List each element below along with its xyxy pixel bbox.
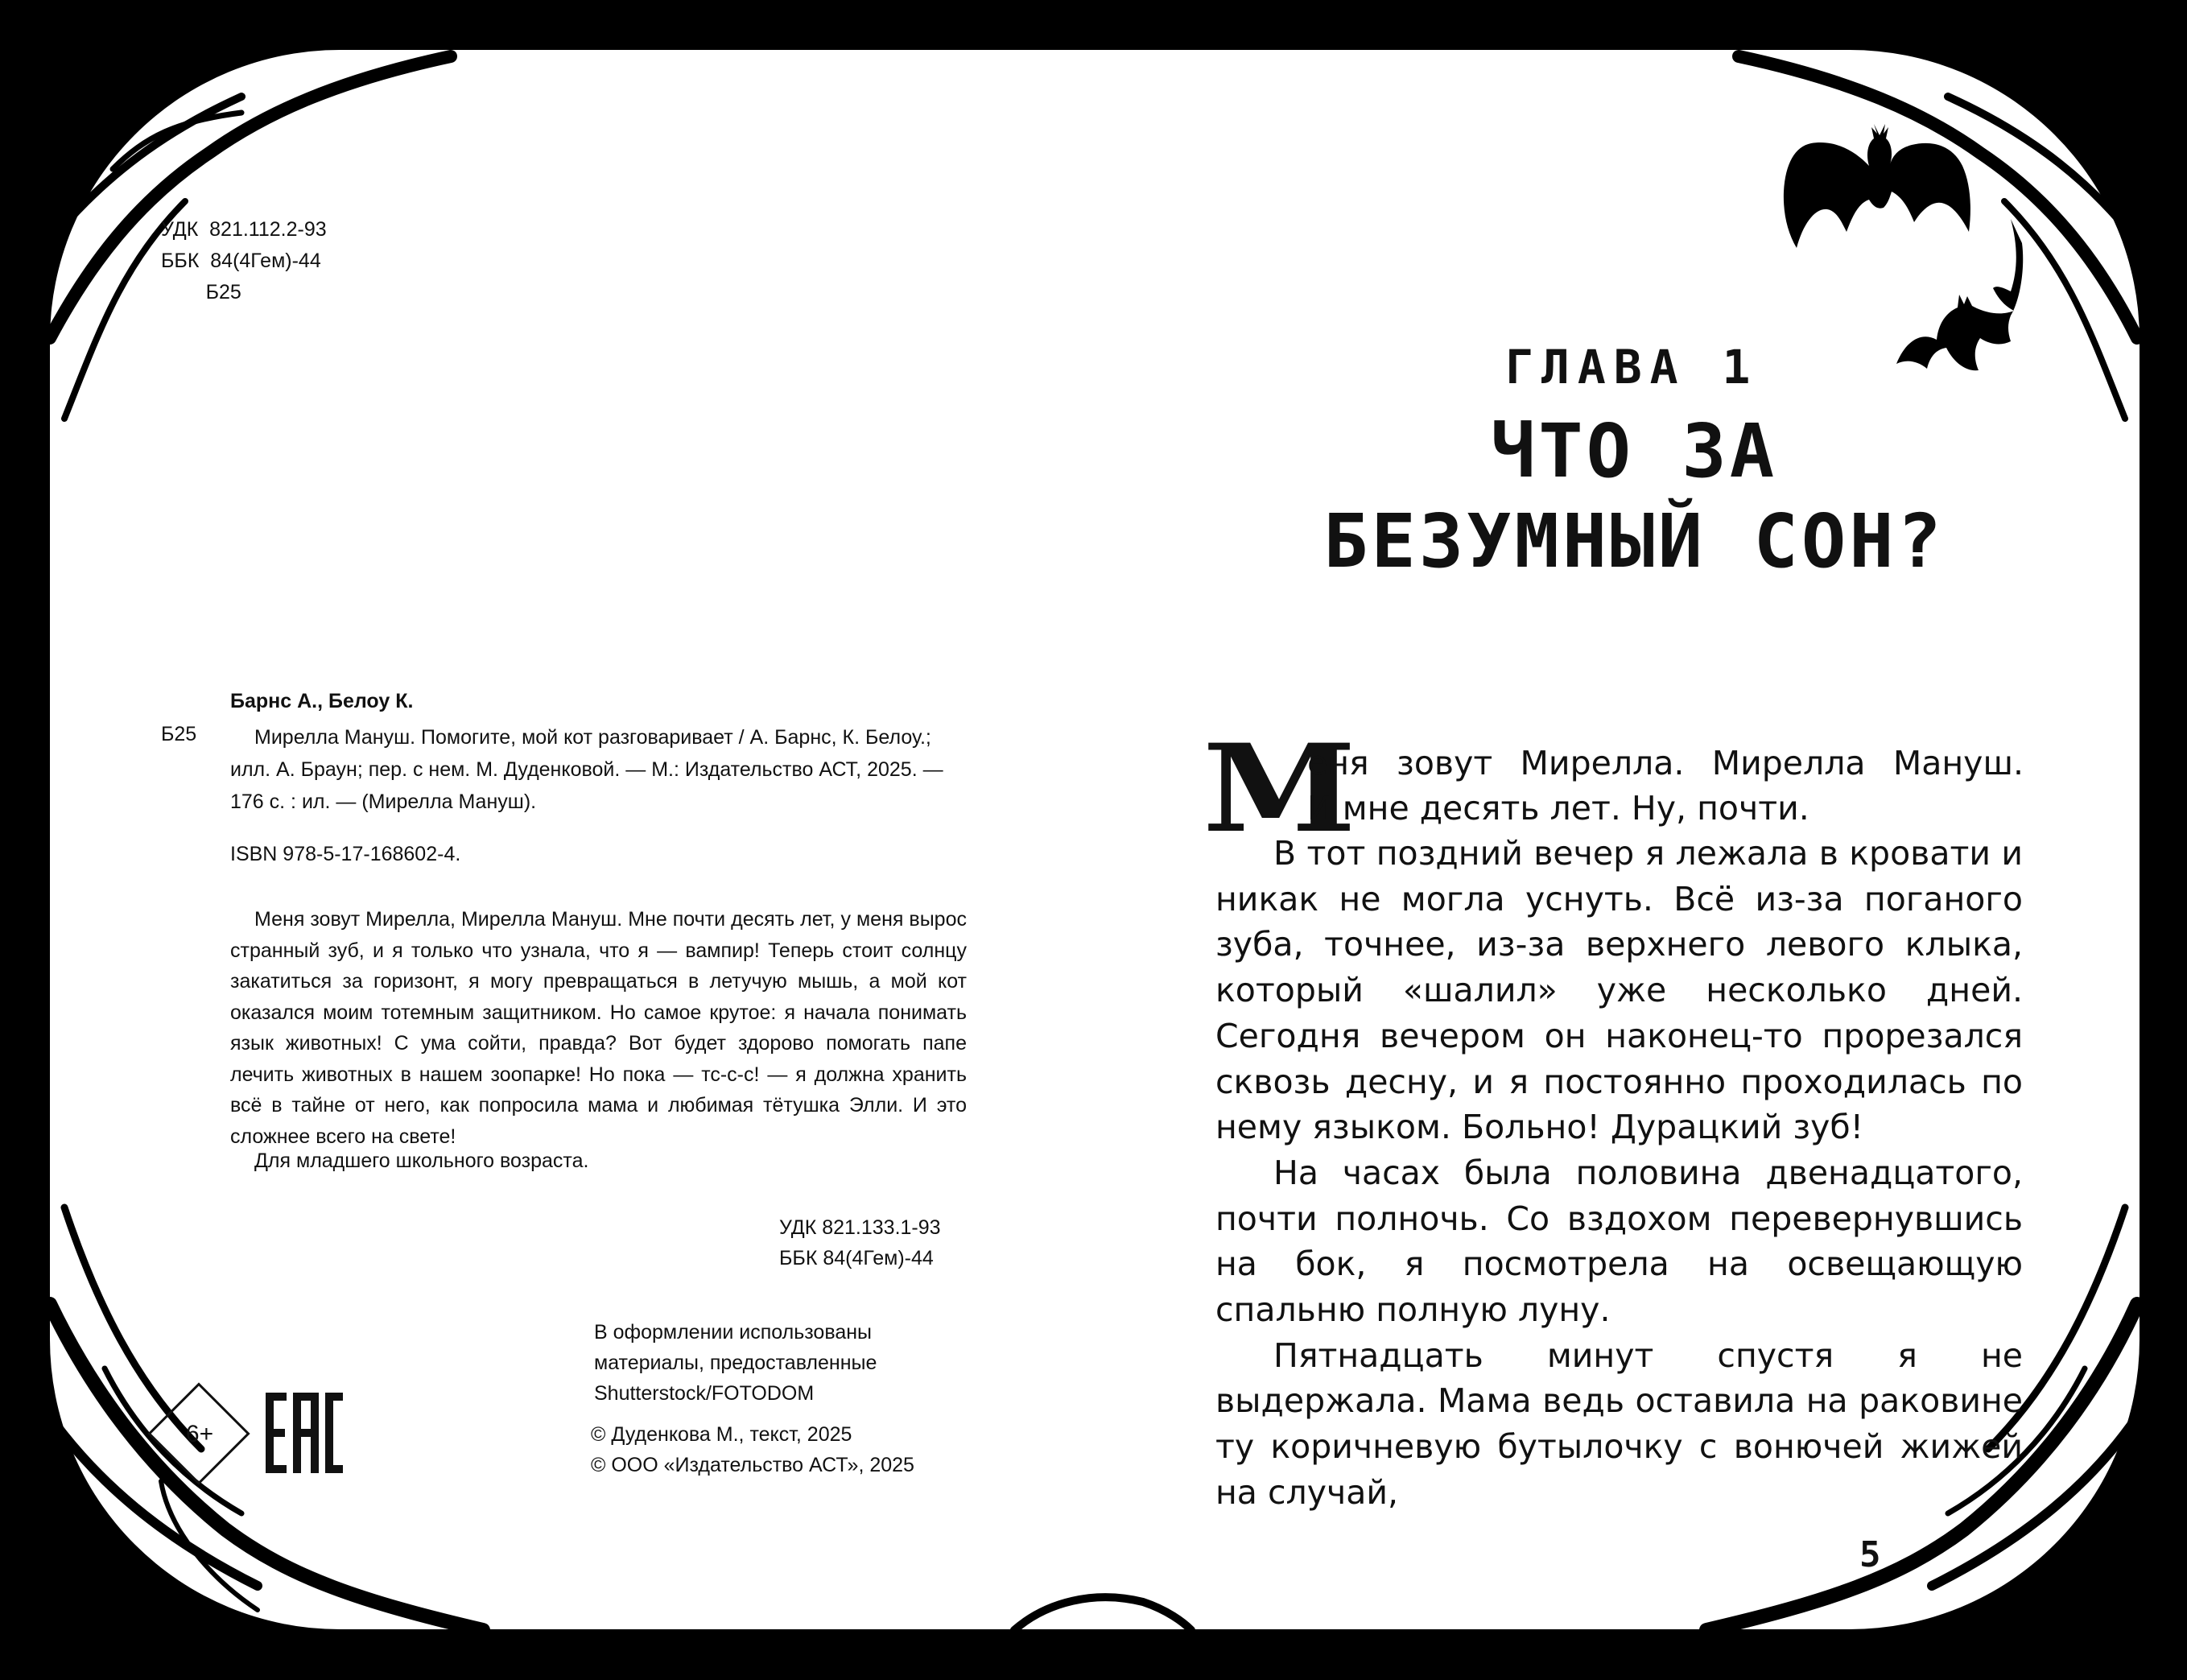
book-annotation: Меня зовут Мирелла, Мирелла Мануш. Мне почти десять лет, у меня вырос странный зуб, и я только что узнала, что я — вампир! Теперь стоит солнцу закатиться за горизонт, я могу превращаться в летучую мышь, а мой кот оказался моим тотемным защитником. Но самое крутое: я начала понимать язык животных! С ума сойти, правда? Вот будет здорово помогать папе лечить животных в нашем зоопарке! Но пока — тс-с-с! — я должна хранить всё в тайне от него, как попросила мама и любимая тётушка Элли. И это сложнее всего на свете! xyxy=(230,908,967,1148)
bbk-code-bottom: ББК 84(4Гем)-44 xyxy=(779,1247,934,1269)
chapter-body xyxy=(1215,831,2023,1516)
isbn: ISBN 978-5-17-168602-4. xyxy=(230,843,461,865)
cutter-mark: Б25 xyxy=(161,723,197,745)
eac-mark-icon xyxy=(266,1393,343,1473)
chapter-label: ГЛАВА 1 xyxy=(1505,340,1759,394)
page-number: 5 xyxy=(1859,1534,1881,1575)
copyright-publisher: © ООО «Издательство АСТ», 2025 xyxy=(591,1454,914,1476)
classification-codes-top xyxy=(161,214,327,308)
paragraph: В тот поздний вечер я лежала в кровати и никак не могла уснуть. Всё из-за поганого зуба, точнее, из-за верхнего левого клыка, который «шалил» уже несколько дней. Сегодня вечером он наконец-то прорезался сквозь десну, и я постоянно проходилась по нему языком. Больно! Дурацкий зуб! xyxy=(1215,834,2023,1147)
age-group-note: Для младшего школьного возраста. xyxy=(254,1150,589,1172)
classification-codes-bottom xyxy=(779,1212,941,1273)
paragraph: Пятнадцать минут спустя я не выдержала. Мама ведь оставила на раковине ту коричневую бутылочку с вонючей жижей на случай, xyxy=(1215,1335,2023,1512)
paragraph: На часах была половина двенадцатого, почти полночь. Со вздохом перевернувшись на бок, я посмотрела на освещающую спальню полную луну. xyxy=(1215,1153,2023,1330)
bat-icon xyxy=(1890,211,2027,392)
design-credits: В оформлении использованы материалы, предоставленные Shutterstock/FOTODOM xyxy=(594,1321,877,1405)
opening-line: еня зовут Мирелла. Мирелла Мануш. xyxy=(1307,744,2024,782)
bibliographic-description: Мирелла Мануш. Помогите, мой кот разговаривает / А. Барнс, К. Белоу.; илл. А. Браун; пер. с нем. М. Дуденковой. — М.: Издательство АСТ, 2025. — 176 с. : ил. — (Мирелла Мануш). xyxy=(230,726,943,813)
bbk-code: ББК 84(4Гем)-44 xyxy=(161,250,321,272)
bibliographic-author: Барнс А., Белоу К. xyxy=(230,690,414,712)
copyright-block xyxy=(591,1419,914,1480)
copyright-text: © Дуденкова М., текст, 2025 xyxy=(591,1423,852,1446)
drop-cap: М xyxy=(1203,718,1356,860)
opening-line-2: И мне десять лет. Ну, почти. xyxy=(1307,789,1809,828)
age-rating-badge xyxy=(147,1382,252,1487)
udk-code: УДК 821.112.2-93 xyxy=(161,218,327,241)
chapter-title: ЧТО ЗА БЕЗУМНЫЙ СОН? xyxy=(1323,408,1946,584)
age-rating-text: 6+ xyxy=(185,1421,214,1447)
udk-code-bottom: УДК 821.133.1-93 xyxy=(779,1216,941,1239)
author-mark: Б25 xyxy=(161,281,241,303)
